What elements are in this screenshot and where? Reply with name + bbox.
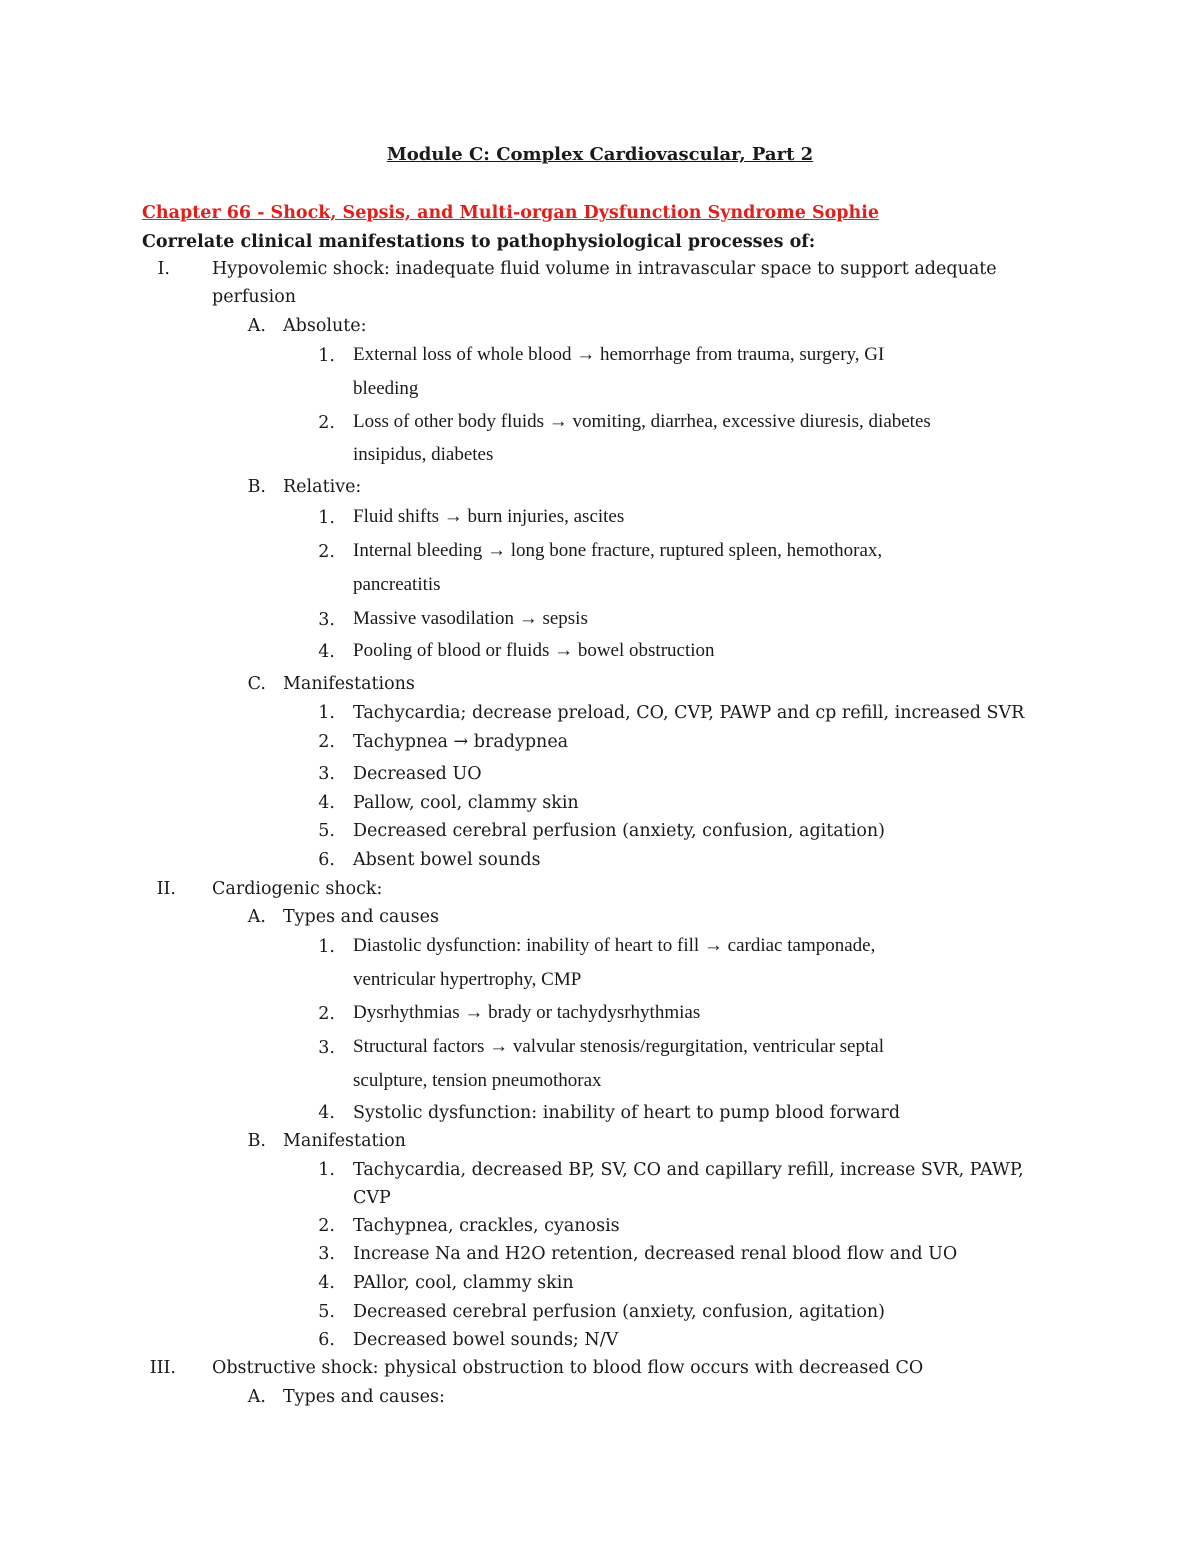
document-title: Module C: Complex Cardiovascular, Part 2 bbox=[386, 144, 814, 165]
letter-label: A. bbox=[247, 1387, 266, 1407]
item-number: 5. bbox=[318, 821, 335, 841]
item-number: 6. bbox=[318, 1330, 335, 1350]
item-number: 1. bbox=[318, 508, 335, 528]
list-item: Massive vasodilation → sepsis bbox=[353, 608, 588, 629]
list-item: PAllor, cool, clammy skin bbox=[353, 1273, 574, 1293]
item-number: 1. bbox=[318, 1160, 335, 1180]
letter-label: B. bbox=[247, 1131, 266, 1151]
section-II-heading: Cardiogenic shock: bbox=[212, 879, 383, 899]
chapter-heading: Chapter 66 - Shock, Sepsis, and Multi-organ Dysfunction Syndrome Sophie bbox=[142, 203, 880, 223]
section-I-heading-cont: perfusion bbox=[212, 287, 297, 307]
item-number: 1. bbox=[318, 937, 335, 957]
list-item: Structural factors → valvular stenosis/regurgitation, ventricular septal bbox=[353, 1036, 884, 1057]
section-I-heading: Hypovolemic shock: inadequate fluid volume in intravascular space to support adequate bbox=[212, 259, 997, 279]
subsection-heading: Relative: bbox=[283, 477, 362, 497]
item-number: 3. bbox=[318, 1244, 335, 1264]
item-number: 1. bbox=[318, 346, 335, 366]
list-item: Loss of other body fluids → vomiting, diarrhea, excessive diuresis, diabetes bbox=[353, 411, 931, 432]
list-item-cont: bleeding bbox=[353, 378, 419, 399]
section-III-heading: Obstructive shock: physical obstruction to blood flow occurs with decreased CO bbox=[212, 1358, 924, 1378]
list-item: Tachypnea → bradypnea bbox=[353, 732, 569, 752]
list-item: Fluid shifts → burn injuries, ascites bbox=[353, 506, 625, 527]
item-number: 4. bbox=[318, 793, 335, 813]
list-item: Internal bleeding → long bone fracture, ruptured spleen, hemothorax, bbox=[353, 540, 883, 561]
list-item-cont: ventricular hypertrophy, CMP bbox=[353, 969, 582, 990]
roman-numeral-I: I. bbox=[157, 259, 170, 279]
subsection-heading: Manifestation bbox=[283, 1131, 406, 1151]
item-number: 4. bbox=[318, 1103, 335, 1123]
item-number: 2. bbox=[318, 732, 335, 752]
list-item-cont: insipidus, diabetes bbox=[353, 444, 494, 465]
letter-label: A. bbox=[247, 907, 266, 927]
list-item: Pooling of blood or fluids → bowel obstruction bbox=[353, 640, 715, 661]
subsection-heading: Manifestations bbox=[283, 674, 415, 694]
item-number: 3. bbox=[318, 764, 335, 784]
list-item-cont: pancreatitis bbox=[353, 574, 441, 595]
list-item: Tachycardia, decreased BP, SV, CO and capillary refill, increase SVR, PAWP, bbox=[353, 1160, 1024, 1180]
list-item: Decreased cerebral perfusion (anxiety, confusion, agitation) bbox=[353, 821, 886, 841]
item-number: 2. bbox=[318, 1004, 335, 1024]
list-item: Decreased cerebral perfusion (anxiety, confusion, agitation) bbox=[353, 1302, 886, 1322]
list-item: Increase Na and H2O retention, decreased renal blood flow and UO bbox=[353, 1244, 958, 1264]
list-item: Pallow, cool, clammy skin bbox=[353, 793, 579, 813]
list-item: Absent bowel sounds bbox=[353, 850, 541, 870]
item-number: 2. bbox=[318, 413, 335, 433]
list-item: Decreased UO bbox=[353, 764, 482, 784]
list-item: Dysrhythmias → brady or tachydysrhythmias bbox=[353, 1002, 701, 1023]
list-item: Decreased bowel sounds; N/V bbox=[353, 1330, 619, 1350]
list-item: Diastolic dysfunction: inability of heart to fill → cardiac tamponade, bbox=[353, 935, 876, 956]
list-item: Systolic dysfunction: inability of heart to pump blood forward bbox=[353, 1103, 901, 1123]
item-number: 3. bbox=[318, 1038, 335, 1058]
list-item: Tachypnea, crackles, cyanosis bbox=[353, 1216, 620, 1236]
item-number: 1. bbox=[318, 703, 335, 723]
list-item-cont: sculpture, tension pneumothorax bbox=[353, 1070, 602, 1091]
item-number: 5. bbox=[318, 1302, 335, 1322]
item-number: 4. bbox=[318, 642, 335, 662]
item-number: 2. bbox=[318, 1216, 335, 1236]
roman-numeral-II: II. bbox=[156, 879, 176, 899]
section-subheading: Correlate clinical manifestations to pathophysiological processes of: bbox=[142, 232, 816, 252]
item-number: 2. bbox=[318, 542, 335, 562]
item-number: 3. bbox=[318, 610, 335, 630]
roman-numeral-III: III. bbox=[149, 1358, 176, 1378]
subsection-heading: Types and causes: bbox=[283, 1387, 445, 1407]
subsection-heading: Absolute: bbox=[283, 316, 367, 336]
letter-label: A. bbox=[247, 316, 266, 336]
letter-label: C. bbox=[247, 674, 266, 694]
item-number: 4. bbox=[318, 1273, 335, 1293]
list-item-cont: CVP bbox=[353, 1188, 391, 1208]
subsection-heading: Types and causes bbox=[283, 907, 439, 927]
item-number: 6. bbox=[318, 850, 335, 870]
list-item: Tachycardia; decrease preload, CO, CVP, PAWP and cp refill, increased SVR bbox=[353, 703, 1025, 723]
letter-label: B. bbox=[247, 477, 266, 497]
list-item: External loss of whole blood → hemorrhage from trauma, surgery, GI bbox=[353, 344, 885, 365]
